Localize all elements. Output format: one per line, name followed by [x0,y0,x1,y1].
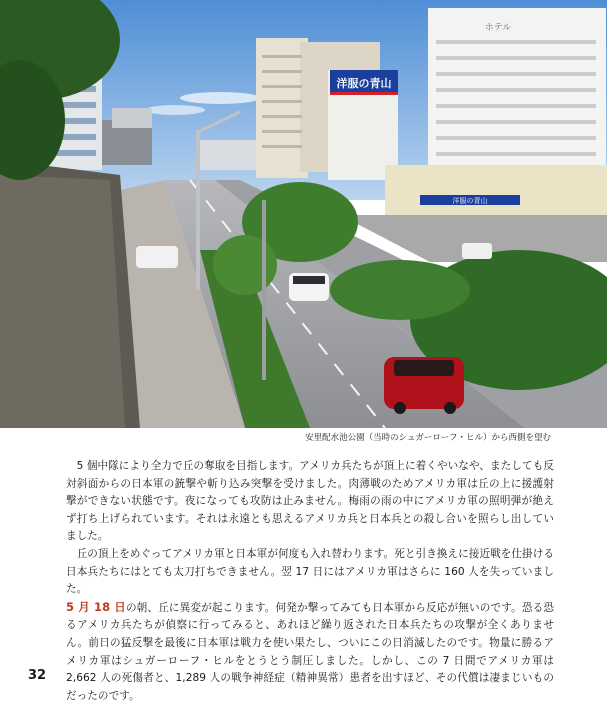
page-number: 32 [28,668,47,683]
paragraph-text: の朝、丘に異変が起こります。何発か撃ってみても日本軍から反応が無いのです。恐る恐るアメリカ兵たちが偵察に行ってみると、あれほど繰り返された日本兵たちの攻撃が全くありません。前日の猛反撃を最後に日本軍は戦力を使い果たし、ついにこの日消滅したのです。物量に勝るアメリカ軍はシュガーローフ・ヒルをとうとう制圧しました。しかし、この 7 日間でアメリカ軍は 2,662 人の死傷者と、1,289 人の戦争神経症（精神異常）患者を出すほど、その代償は凄まじいものだったのです。 [66,601,554,702]
photo-caption: 安里配水池公園（当時のシュガーローフ・ヒル）から西側を望む [305,433,551,443]
red-car [384,357,464,414]
shop-sign-text: 洋服の青山 [452,197,488,205]
store-sign-text: 洋服の青山 [336,77,392,90]
hotel-sign: ホテル [484,23,512,33]
paragraph-date [66,599,554,705]
paragraph: 5 個中隊により全力で丘の奪取を目指します。アメリカ兵たちが頂上に着くやいなや、またしても反対斜面からの日本軍の銃撃や斬り込み突撃を受けました。肉薄戦のためアメリカ軍は丘の上に援護射撃ができない状態です。夜になっても攻防は止みません。梅雨の雨の中にアメリカ軍の照明弾が絶えず打ち上げられています。それは永遠とも思えるアメリカ兵と日本兵との殺し合いを照らし出していました。 [66,460,554,543]
paragraph: 丘の頂上をめぐってアメリカ軍と日本軍が何度も入れ替わります。死と引き換えに接近戦を仕掛ける日本兵たちにはとても太刀打ちできません。翌 17 日にはアメリカ軍はさらに 160 人を失っていました。 [66,547,554,596]
date-highlight: 5 月 18 日 [66,599,126,614]
body-text [66,458,554,705]
